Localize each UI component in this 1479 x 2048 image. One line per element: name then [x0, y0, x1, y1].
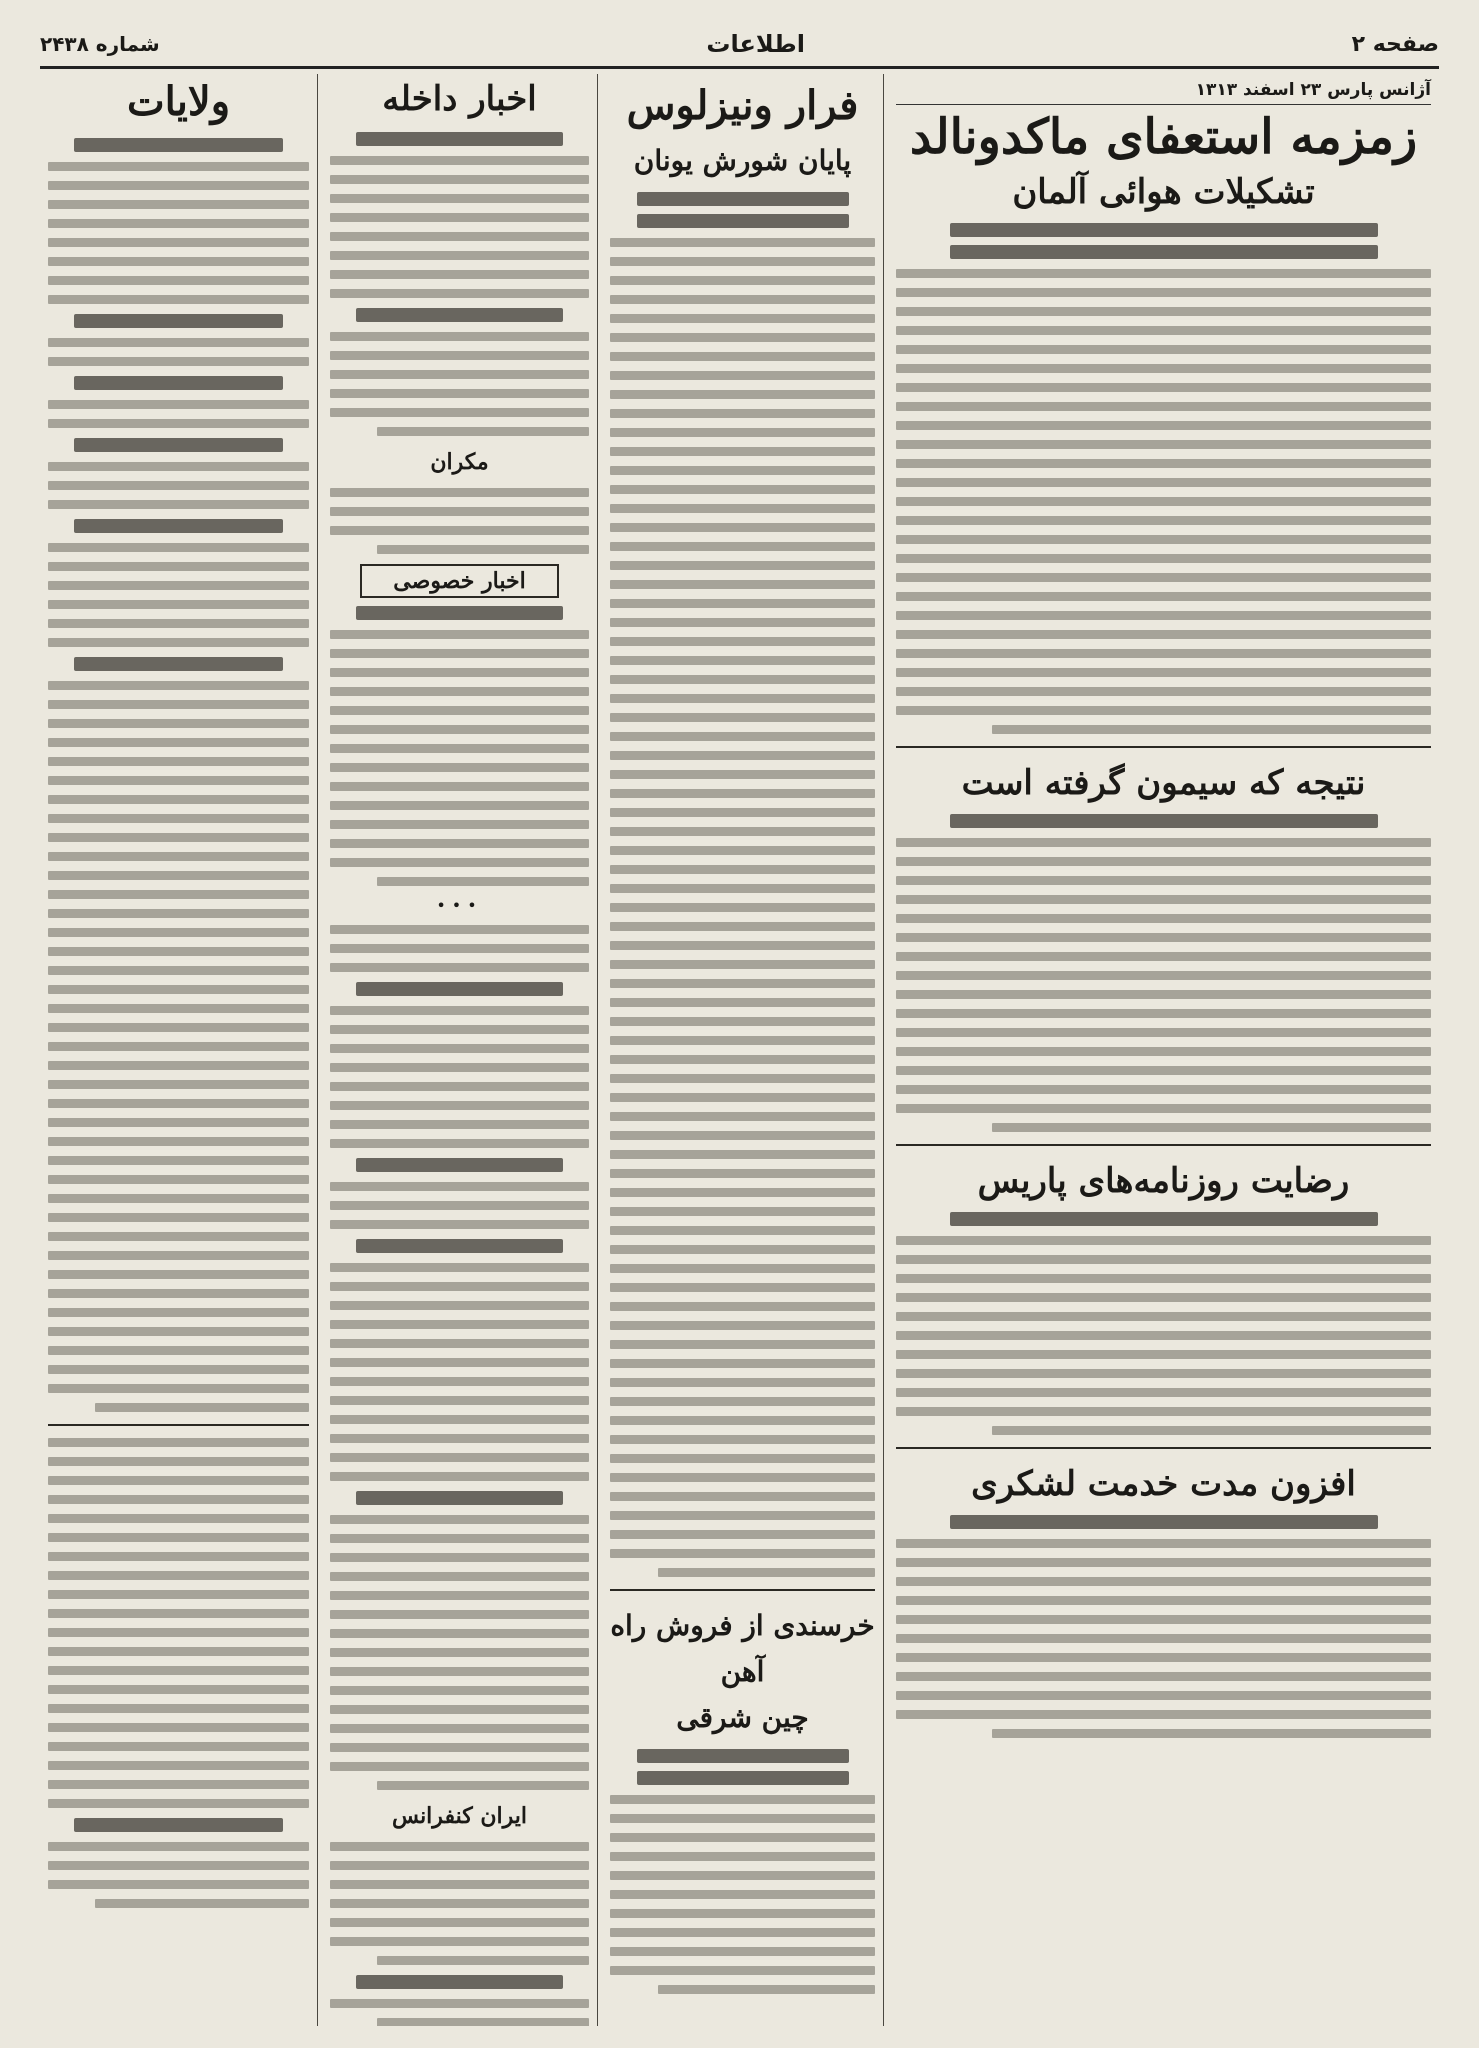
headline-railway-sale: خرسندی از فروش راه آهن	[610, 1609, 875, 1688]
column-greece-news	[602, 74, 883, 2026]
subheadline-line	[950, 1515, 1378, 1529]
headline-east-china: چین شرقی	[676, 1701, 809, 1734]
article-body	[48, 138, 309, 1412]
section-divider	[896, 1447, 1431, 1449]
column-rule	[883, 74, 884, 2026]
subheadline-line	[637, 214, 849, 228]
section-divider	[896, 1144, 1431, 1146]
article-body	[896, 1539, 1431, 1738]
headline-venizelos: فرار ونیزلوس	[626, 82, 859, 129]
ornament: •••	[436, 896, 483, 915]
article-body	[610, 1795, 875, 1994]
article-body	[896, 838, 1431, 1132]
subheadline-line	[950, 245, 1378, 259]
headline-german-air-force: تشکیلات هوائی آلمان	[1012, 172, 1315, 212]
headline-greek-revolt: پایان شورش یونان	[633, 144, 852, 177]
column-rule	[597, 74, 598, 2026]
subheadline-line	[637, 1749, 849, 1763]
page-label: صفحه ۲	[1351, 31, 1439, 57]
heading-iran-conference: ایران کنفرانس	[392, 1803, 527, 1829]
subheadline-line	[950, 814, 1378, 828]
column-rule	[317, 74, 318, 2026]
article-body	[330, 132, 589, 436]
section-divider	[610, 1589, 875, 1591]
dateline: آژانس پارس ۲۳ اسفند ۱۳۱۳	[896, 74, 1431, 105]
paper-name: اطلاعات	[706, 30, 805, 58]
subheadline-line	[950, 223, 1378, 237]
subheadline-line	[950, 1212, 1378, 1226]
section-title-domestic: اخبار داخله	[382, 79, 537, 119]
column-world-news	[888, 74, 1439, 2026]
article-body	[610, 238, 875, 1577]
masthead	[40, 22, 1439, 69]
section-title-provinces: ولایات	[126, 78, 231, 125]
article-body	[330, 925, 589, 1790]
issue-number: شماره ۲۴۳۸	[40, 32, 160, 56]
subheadline-line	[637, 192, 849, 206]
heading-makran: مکران	[430, 449, 489, 475]
headline-simon-result: نتیجه که سیمون گرفته است	[961, 763, 1366, 803]
subheadline-line	[637, 1771, 849, 1785]
article-body	[896, 269, 1431, 734]
headline-military-service: افزون مدت خدمت لشکری	[971, 1464, 1356, 1504]
section-divider	[48, 1424, 309, 1426]
article-body	[330, 606, 589, 886]
column-domestic-news	[322, 74, 597, 2026]
headline-paris-papers: رضایت روزنامه‌های پاریس	[977, 1161, 1350, 1201]
section-title-private-news: اخبار خصوصی	[360, 564, 559, 598]
headline-macdonald: زمزمه استعفای ماکدونالد	[909, 109, 1418, 165]
section-divider	[896, 746, 1431, 748]
column-provinces	[40, 74, 317, 2026]
article-body	[896, 1236, 1431, 1435]
article-body	[330, 488, 589, 554]
article-body	[330, 1842, 589, 2026]
article-body	[48, 1438, 309, 1908]
